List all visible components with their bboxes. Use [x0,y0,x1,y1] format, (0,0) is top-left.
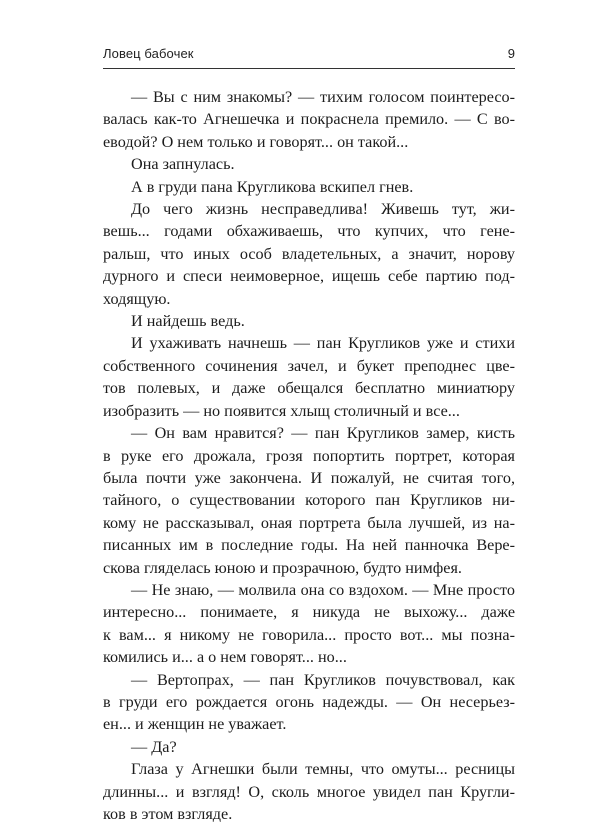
text-line: — Да? [131,737,177,756]
text-line: Глаза у Агнешки были темны, что омуты... ресницы [131,760,515,779]
text-line: тов полевых, и даже обещался бесплатно миниатюру [103,379,515,398]
text-line: изобразить — но появится хлыщ столичный и все... [103,401,460,420]
paragraph [103,422,515,579]
text-line: в руке его дрожала, грозя попортить портрет, которая [103,446,515,465]
text-line: длинны... и взгляд! О, сколь многое увидел пан Кругли- [103,782,515,801]
running-title: Ловец бабочек [103,46,194,61]
text-line: была почти уже закончена. И пожалуй, не считая того, [103,468,515,487]
text-line: И ухаживать начнешь — пан Кругликов уже и стихи [131,334,515,353]
text-line: комились и... а о нем говорят... но... [103,648,347,667]
header-rule [103,68,515,69]
body-text [103,86,515,825]
paragraph [103,153,515,175]
paragraph [103,669,515,736]
text-line: дурного и спеси неимоверное, ищешь себе партию под- [103,267,515,286]
text-line: — Он вам нравится? — пан Кругликов замер, кисть [131,424,515,443]
paragraph [103,198,515,310]
text-line: в груди его рождается огонь надежды. — Он несерьез- [103,692,515,711]
page-number: 9 [507,46,515,61]
text-line: еводой? О нем только и говорят... он такой... [103,132,409,151]
text-line: — Вы с ним знакомы? — тихим голосом поинтересо- [131,88,515,106]
text-line: Она запнулась. [131,155,235,174]
text-line: ходящую. [103,289,171,308]
text-line: валась как-то Агнешечка и покраснела премило. — С во- [103,110,515,129]
text-line: ен... и женщин не уважает. [103,715,287,734]
text-line: тайного, о существовании которого пан Кругликов ни- [103,491,515,510]
paragraph [103,758,515,825]
text-line: писанных им в последние годы. На ней панночка Вере- [103,536,515,555]
text-line: вешь... годами обхаживаешь, что купчих, что гене- [103,222,515,241]
text-line: ков в этом взгляде. [103,805,233,823]
text-line: скова гляделась юною и прозрачною, будто нимфея. [103,558,462,577]
running-header [103,44,515,66]
text-line: До чего жизнь несправедлива! Живешь тут, жи- [131,200,515,219]
text-line: интересно... понимаете, я никуда не выхожу... даже [103,603,515,622]
paragraph [103,176,515,198]
text-line: А в груди пана Кругликова вскипел гнев. [131,177,414,196]
text-line: И найдешь ведь. [131,312,245,331]
text-line: кому не рассказывал, оная портрета была лучшей, из на- [103,513,515,532]
paragraph [103,736,515,758]
text-line: — Не знаю, — молвила она со вздохом. — Мне просто [131,580,515,599]
paragraph [103,310,515,332]
paragraph [103,579,515,669]
paragraph [103,332,515,422]
text-line: — Вертопрах, — пан Кругликов почувствовал, как [131,670,515,689]
text-line: собственного сочинения зачел, и букет преподнес цве- [103,356,515,375]
text-line: ральш, что иных особ владетельных, а значит, норову [103,244,515,263]
paragraph [103,86,515,153]
text-line: к вам... я никому не говорила... просто вот... мы позна- [103,625,515,644]
